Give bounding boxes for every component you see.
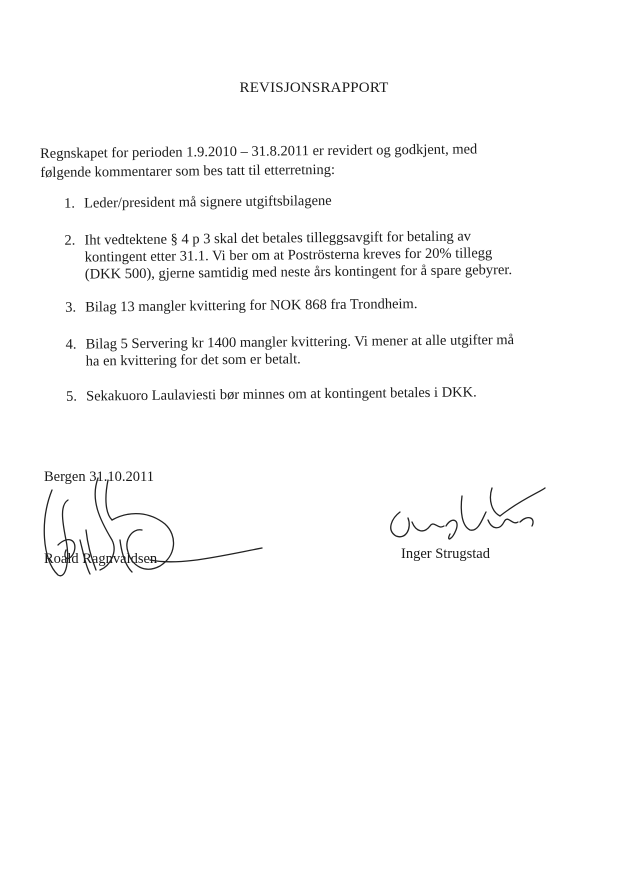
item-text: Iht vedtektene § 4 p 3 skal det betales tilleggsavgift for betaling av kontingent etter 31.1. Vi ber om at Poströsterna kreves for 20% tillegg (DKK 500), gjerne samtidig med neste års kontingent for å spare gebyrer.: [84, 228, 513, 283]
place-date: Bergen 31.10.2011: [44, 469, 154, 485]
comment-list: [40, 191, 540, 405]
item-text: Bilag 5 Servering kr 1400 mangler kvittering. Vi mener at alle utgifter må ha en kvittering for det som er betalt.: [85, 332, 515, 370]
list-item: [41, 295, 521, 316]
item-number: 2.: [64, 232, 76, 249]
intro-paragraph: Regnskapet for perioden 1.9.2010 – 31.8.2011 er revidert og godkjent, med følgende kommentarer som bes tatt til etterretning:: [40, 141, 478, 181]
item-text: Bilag 13 mangler kvittering for NOK 868 fra Trondheim.: [85, 296, 418, 316]
item-number: 3.: [65, 299, 77, 316]
list-item: [41, 332, 521, 370]
item-text: Leder/president må signere utgiftsbilagene: [83, 192, 332, 212]
signatory-right-name: Inger Strugstad: [401, 546, 490, 562]
item-number: 5.: [66, 388, 78, 405]
signatory-left-name: Roald Ragnvaldsen: [44, 551, 158, 567]
item-number: 1.: [63, 195, 76, 212]
item-number: 4.: [65, 336, 77, 353]
signature-right: [391, 488, 545, 539]
list-item: [42, 384, 522, 405]
list-item: [40, 191, 520, 212]
list-item: [40, 228, 520, 283]
item-text: Sekakuoro Laulaviesti bør minnes om at kontingent betales i DKK.: [86, 384, 477, 405]
document-title: REVISJONSRAPPORT: [239, 80, 389, 96]
